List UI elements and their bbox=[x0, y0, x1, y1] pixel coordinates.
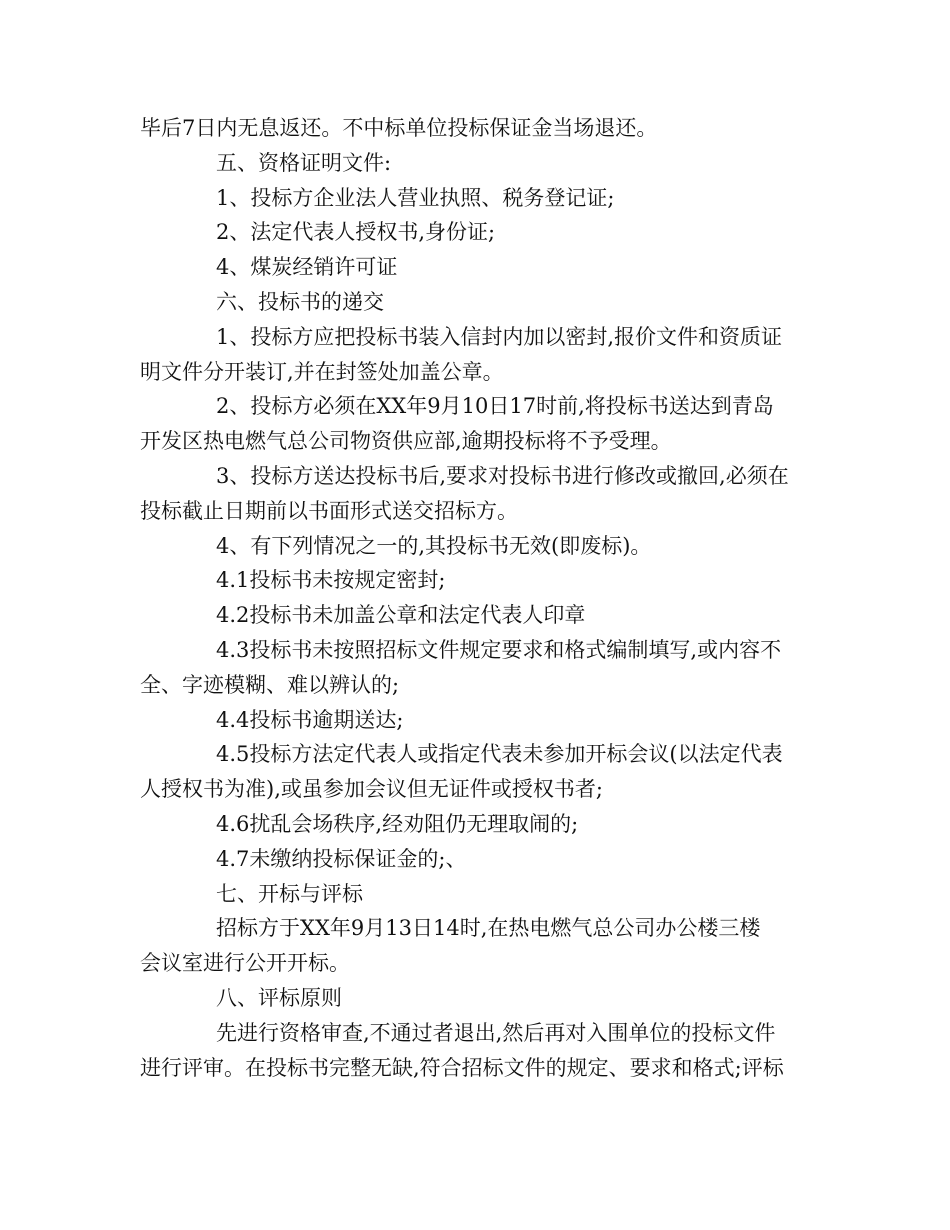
text-line: 4.1投标书未按规定密封; bbox=[216, 568, 446, 593]
text-line: 全、字迹模糊、难以辨认的; bbox=[140, 672, 400, 697]
text-line: 4、有下列情况之一的,其投标书无效(即废标)。 bbox=[216, 533, 652, 558]
text-line: 人授权书为准),或虽参加会议但无证件或授权书者; bbox=[140, 777, 603, 802]
text-line: 进行评审。在投标书完整无缺,符合招标文件的规定、要求和格式;评标 bbox=[140, 1055, 784, 1080]
text-line: 毕后7日内无息返还。不中标单位投标保证金当场退还。 bbox=[140, 116, 658, 140]
text-line: 五、资格证明文件: bbox=[216, 150, 392, 175]
text-line: 七、开标与评标 bbox=[216, 881, 363, 906]
text-line: 开发区热电燃气总公司物资供应部,逾期投标将不予受理。 bbox=[140, 429, 672, 454]
text-line: 1、投标方应把投标书装入信封内加以密封,报价文件和资质证 bbox=[216, 324, 783, 349]
text-line: 投标截止日期前以书面形式送交招标方。 bbox=[140, 498, 518, 523]
text-line: 招标方于XX年9月13日14时,在热电燃气总公司办公楼三楼 bbox=[216, 916, 761, 941]
text-line: 4.5投标方法定代表人或指定代表未参加开标会议(以法定代表 bbox=[216, 742, 783, 767]
text-line: 4.4投标书逾期送达; bbox=[216, 707, 404, 732]
text-line: 4.3投标书未按照招标文件规定要求和格式编制填写,或内容不 bbox=[216, 637, 782, 662]
text-line: 八、评标原则 bbox=[216, 985, 342, 1010]
text-line: 2、法定代表人授权书,身份证; bbox=[216, 220, 496, 245]
text-line: 会议室进行公开开标。 bbox=[140, 951, 350, 976]
text-line: 2、投标方必须在XX年9月10日17时前,将投标书送达到青岛 bbox=[216, 394, 774, 419]
text-line: 明文件分开装订,并在封签处加盖公章。 bbox=[140, 359, 504, 384]
text-line: 3、投标方送达投标书后,要求对投标书进行修改或撤回,必须在 bbox=[216, 463, 789, 488]
text-line: 4.7未缴纳投标保证金的;、 bbox=[216, 846, 467, 871]
document-body bbox=[140, 111, 820, 1085]
text-line: 4、煤炭经销许可证 bbox=[216, 255, 398, 280]
text-line: 4.2投标书未加盖公章和法定代表人印章 bbox=[216, 603, 586, 628]
text-line: 4.6扰乱会场秩序,经劝阻仍无理取闹的; bbox=[216, 811, 579, 836]
text-line: 1、投标方企业法人营业执照、税务登记证; bbox=[216, 185, 615, 210]
text-line: 六、投标书的递交 bbox=[216, 289, 384, 314]
text-line: 先进行资格审查,不通过者退出,然后再对入围单位的投标文件 bbox=[216, 1020, 776, 1045]
